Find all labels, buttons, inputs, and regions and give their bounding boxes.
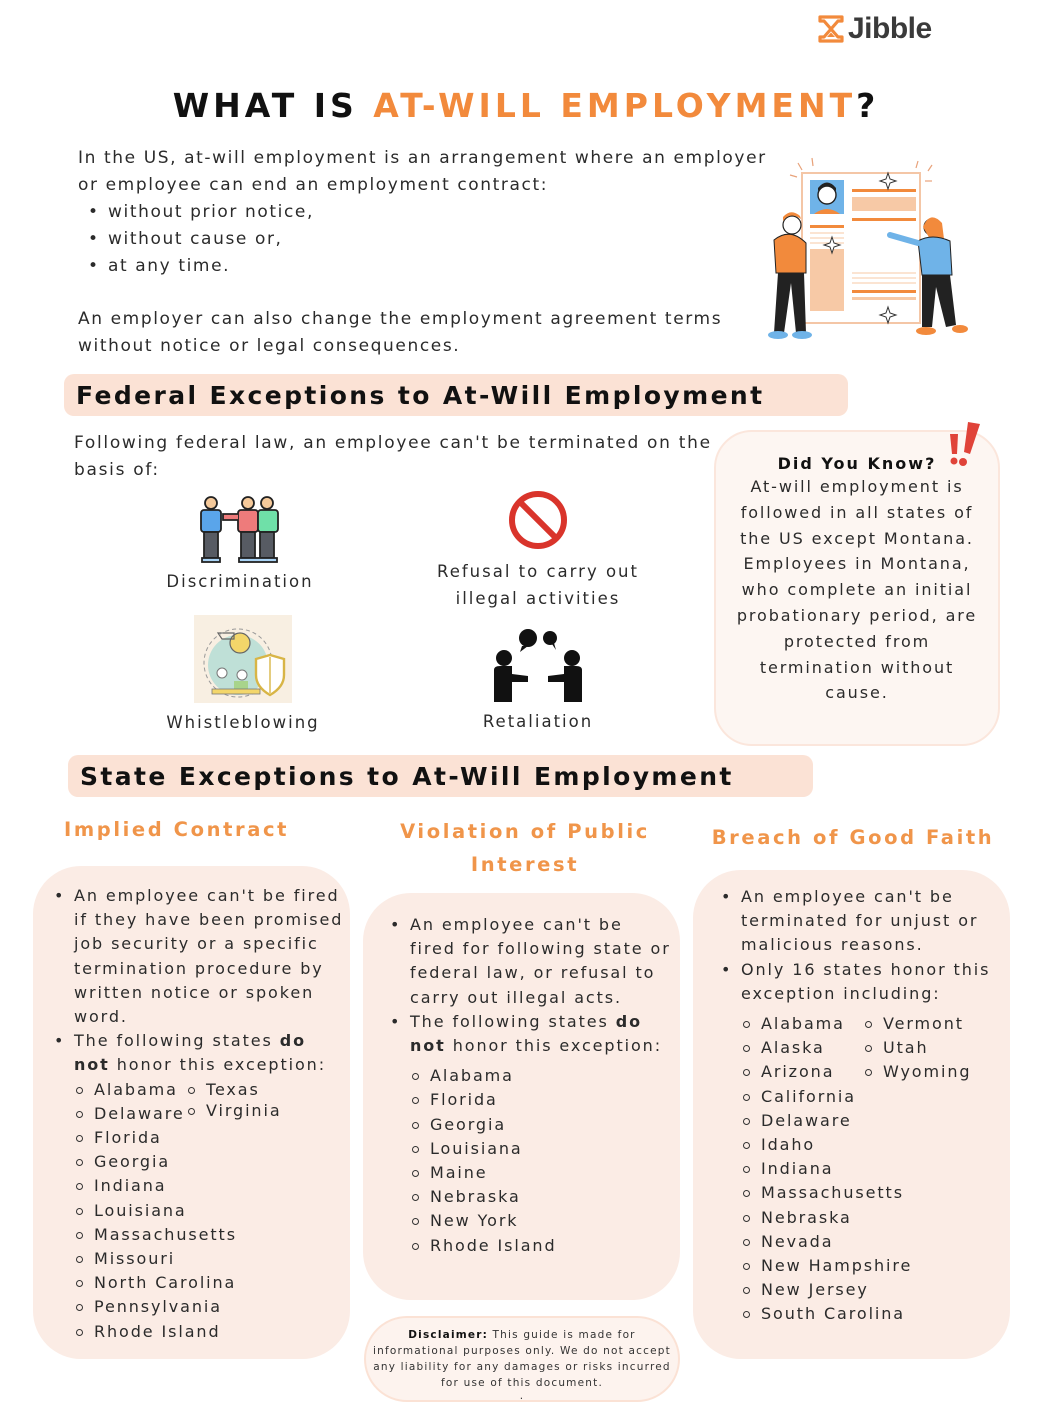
exception-point: • An employee can't be terminated for unjust or malicious reasons. (721, 885, 1003, 958)
state-item: Missouri (74, 1247, 186, 1271)
state-item: Rhode Island (74, 1320, 186, 1344)
state-item: New York (410, 1209, 672, 1233)
state-item: Texas (186, 1078, 282, 1102)
exception-label: Whistleblowing (166, 713, 320, 732)
people-group-icon (197, 494, 283, 566)
page-title (0, 86, 1052, 125)
point-text: honor this exception: (109, 1055, 327, 1075)
state-list (410, 1064, 672, 1258)
exception-point (390, 1010, 672, 1058)
state-item: Vermont (863, 1012, 971, 1036)
state-heading-bar (68, 755, 813, 797)
state-item: Florida (410, 1088, 672, 1112)
intro-lead: In the US, at-will employment is an arrangement where an employer or employee can end an employment contract: (78, 148, 767, 195)
title-prefix: WHAT IS (172, 86, 374, 125)
exception-point: • An employee can't be fired for following state or federal law, or refusal to carry out illegal acts. (390, 913, 672, 1010)
brand-name: Jibble (848, 12, 932, 45)
state-item: Rhode Island (410, 1234, 672, 1258)
state-item: Pennsylvania (74, 1295, 186, 1319)
exception-label: Retaliation (482, 712, 594, 731)
resume-discussion-illustration (760, 155, 975, 345)
intro-bullet: • without prior notice, (88, 199, 768, 226)
exception-label: Discrimination (166, 572, 314, 591)
double-exclamation-icon (946, 420, 982, 468)
state-item: Alaska (741, 1036, 863, 1060)
state-item: Massachusetts (74, 1223, 186, 1247)
exception-refusal (410, 488, 666, 612)
confrontation-icon (490, 628, 586, 704)
state-item: Louisiana (74, 1199, 186, 1223)
did-you-know-body: At-will employment is followed in all states of the US except Montana. Employees in Montana, who complete an initial probationary period, are protected from termination without cause. (736, 477, 978, 703)
state-item: Utah (863, 1036, 971, 1060)
state-item: Louisiana (410, 1137, 672, 1161)
exception-point: • Only 16 states honor this exception including: (721, 958, 1003, 1006)
state-item: Nevada (741, 1230, 863, 1254)
intro-closing: An employer can also change the employment agreement terms without notice or legal consequences. (78, 309, 723, 356)
federal-intro: Following federal law, an employee can't be terminated on the basis of: (74, 433, 712, 480)
exception-discrimination (140, 494, 340, 595)
state-item: South Carolina (741, 1302, 863, 1326)
disclaimer-label: Disclaimer: (408, 1329, 488, 1341)
exception-whistleblowing (143, 615, 343, 736)
point-text: The following states (74, 1031, 280, 1051)
whistle-shield-icon (194, 615, 292, 703)
did-you-know-box (714, 430, 1000, 746)
title-suffix: ? (856, 86, 880, 125)
state-item: Wyoming (863, 1060, 971, 1084)
state-item: New Hampshire (741, 1254, 863, 1278)
state-item: Maine (410, 1161, 672, 1185)
implied-contract-content (54, 884, 346, 1344)
hourglass-icon (818, 15, 844, 43)
state-item: Nebraska (410, 1185, 672, 1209)
intro-section (78, 145, 768, 360)
state-item: Idaho (741, 1133, 863, 1157)
state-item: Alabama (74, 1078, 186, 1102)
exception-retaliation (438, 628, 638, 735)
state-item: Florida (74, 1126, 186, 1150)
exception-point (54, 1029, 346, 1077)
title-accent: AT-WILL EMPLOYMENT (373, 86, 857, 125)
state-item: North Carolina (74, 1271, 186, 1295)
disclaimer-box (364, 1316, 680, 1402)
public-interest-heading: Violation of Public Interest (400, 820, 650, 876)
point-text: honor this exception: (445, 1036, 663, 1056)
state-item: Indiana (741, 1157, 863, 1181)
public-interest-content (390, 913, 672, 1258)
state-item: Georgia (410, 1113, 672, 1137)
state-item: Delaware (741, 1109, 863, 1133)
state-heading: State Exceptions to At-Will Employment (80, 761, 734, 791)
state-item: Virginia (186, 1099, 282, 1123)
disclaimer-trailing: . (519, 1390, 525, 1402)
did-you-know-title: Did You Know? (777, 454, 937, 473)
state-item: Alabama (741, 1012, 863, 1036)
prohibited-icon (506, 488, 570, 552)
implied-contract-heading: Implied Contract (64, 818, 290, 841)
disclaimer-body: This guide is made for informational purposes only. We do not accept any liability for any damages or risks incurred for use of this document. (373, 1329, 671, 1389)
state-list (863, 1012, 971, 1327)
state-item: New Jersey (741, 1278, 863, 1302)
point-text: The following states (410, 1011, 616, 1031)
point-emphasis: do not (74, 1031, 306, 1075)
state-item: Georgia (74, 1150, 186, 1174)
exception-label: Refusal to carry out illegal activities (437, 562, 639, 608)
point-emphasis: do not (410, 1011, 642, 1056)
disclaimer-text (366, 1327, 678, 1391)
state-item: Delaware (74, 1102, 186, 1126)
good-faith-heading: Breach of Good Faith (711, 826, 995, 849)
state-item: Nebraska (741, 1206, 863, 1230)
federal-heading-bar (64, 374, 848, 416)
intro-bullet: • without cause or, (88, 226, 768, 253)
good-faith-content (721, 885, 1003, 1327)
state-item: Indiana (74, 1174, 186, 1198)
intro-bullet: • at any time. (88, 253, 768, 280)
state-item: Massachusetts (741, 1181, 863, 1205)
federal-heading: Federal Exceptions to At-Will Employment (76, 380, 765, 410)
state-item: Alabama (410, 1064, 672, 1088)
exception-point: • An employee can't be fired if they have been promised job security or a specific termination procedure by written notice or spoken word. (54, 884, 346, 1029)
intro-bullets (88, 199, 768, 280)
state-item: Arizona (741, 1060, 863, 1084)
state-item: California (741, 1085, 863, 1109)
brand-logo (818, 12, 932, 46)
